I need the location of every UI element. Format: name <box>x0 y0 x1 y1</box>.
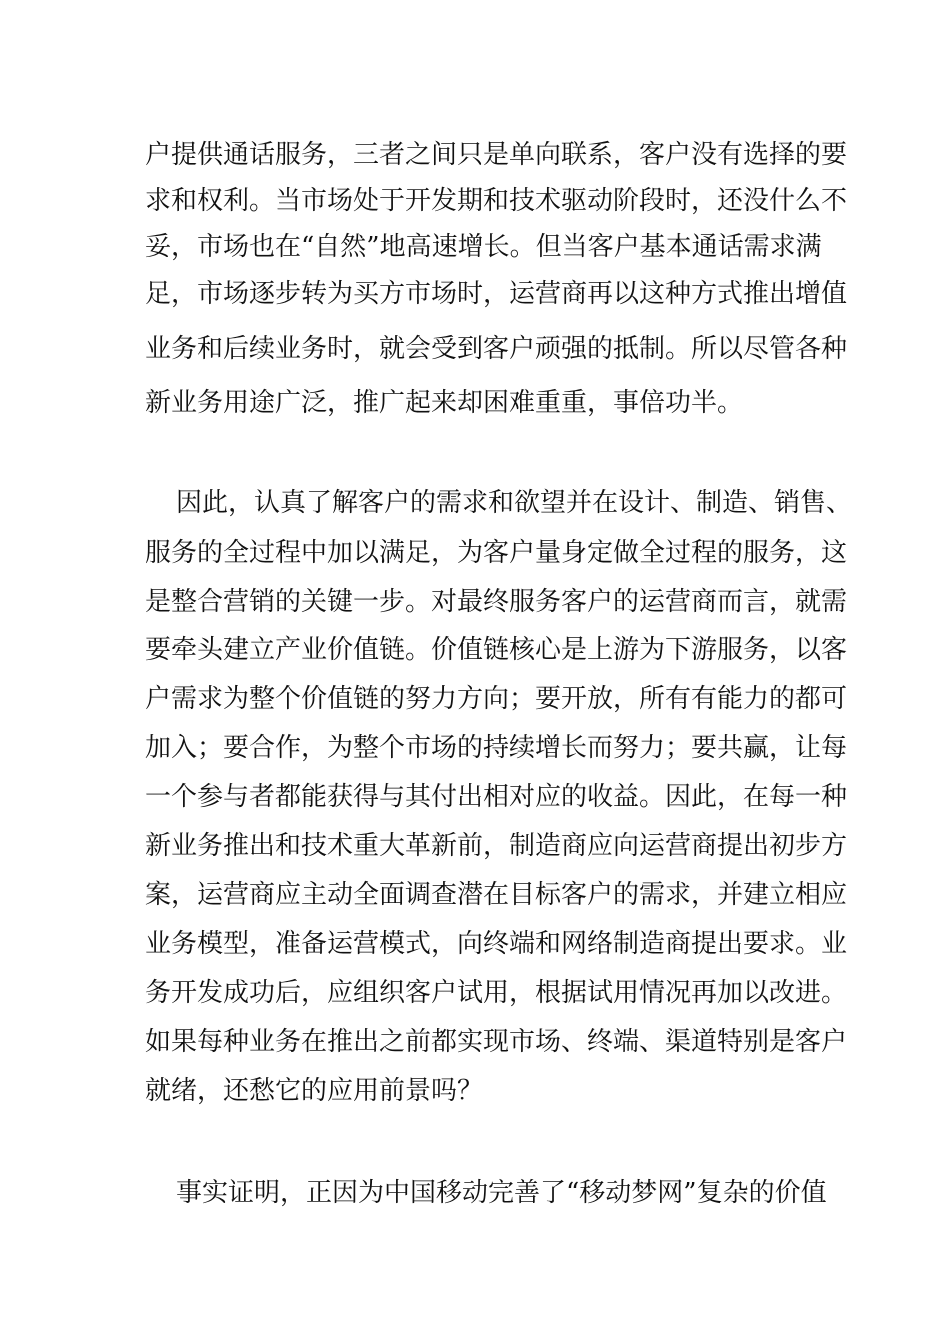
text-line: 足，市场逐步转为买方市场时，运营商再以这种方式推出增值 <box>145 279 848 309</box>
text-line: 务开发成功后，应组织客户试用，根据试用情况再加以改进。 <box>145 978 848 1008</box>
text-line: 新业务推出和技术重大革新前，制造商应向运营商提出初步方 <box>145 831 848 861</box>
text-line: 如果每种业务在推出之前都实现市场、终端、渠道特别是客户 <box>145 1027 848 1057</box>
text-line: 户需求为整个价值链的努力方向；要开放，所有有能力的都可 <box>145 684 848 714</box>
text-line: 新业务用途广泛，推广起来却困难重重，事倍功半。 <box>145 388 744 418</box>
text-line: 加入；要合作，为整个市场的持续增长而努力；要共赢，让每 <box>145 733 848 763</box>
text-line: 求和权利。当市场处于开发期和技术驱动阶段时，还没什么不 <box>145 186 848 216</box>
text-line: 因此，认真了解客户的需求和欲望并在设计、制造、销售、 <box>176 488 853 518</box>
text-line: 一个参与者都能获得与其付出相对应的收益。因此，在每一种 <box>145 782 848 812</box>
text-line: 业务模型，准备运营模式，向终端和网络制造商提出要求。业 <box>145 929 848 959</box>
text-line: 案，运营商应主动全面调查潜在目标客户的需求，并建立相应 <box>145 880 848 910</box>
text-line: 要牵头建立产业价值链。价值链核心是上游为下游服务，以客 <box>145 635 848 665</box>
text-line: 服务的全过程中加以满足，为客户量身定做全过程的服务，这 <box>145 538 848 568</box>
text-line: 妥，市场也在“自然”地高速增长。但当客户基本通话需求满 <box>145 232 822 262</box>
text-line: 就绪，还愁它的应用前景吗？ <box>145 1076 484 1106</box>
text-line: 户提供通话服务，三者之间只是单向联系，客户没有选择的要 <box>145 140 848 170</box>
text-line: 是整合营销的关键一步。对最终服务客户的运营商而言，就需 <box>145 587 848 617</box>
text-line: 业务和后续业务时，就会受到客户顽强的抵制。所以尽管各种 <box>145 334 848 364</box>
text-line: 事实证明，正因为中国移动完善了“移动梦网”复杂的价值 <box>176 1178 827 1208</box>
